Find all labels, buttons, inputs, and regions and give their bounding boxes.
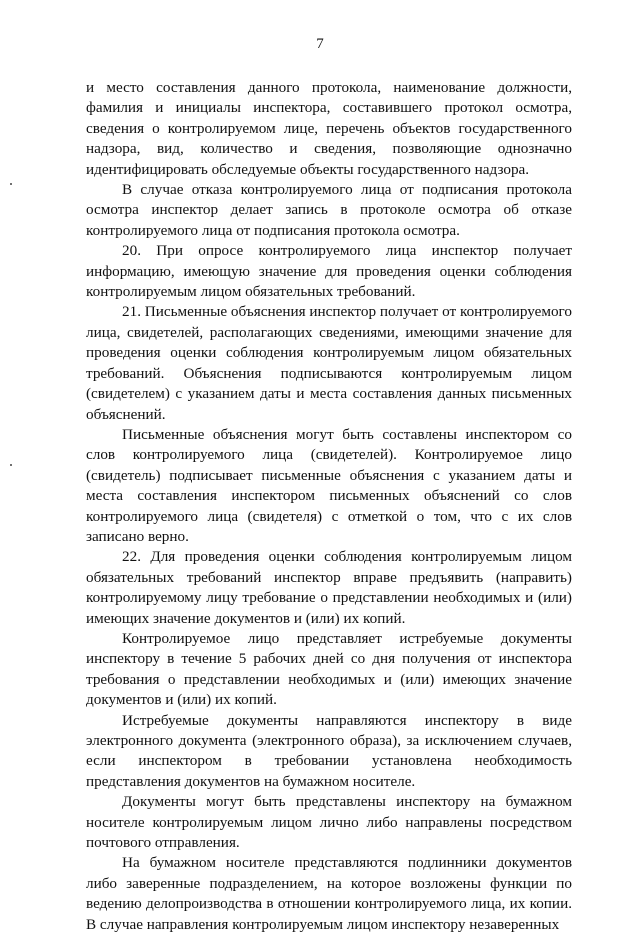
paragraph: и место составления данного протокола, наименование должности, фамилия и инициалы инспектора, составившего протокол осмотра, сведения о контролируемом лице, перечень объектов государственного надзора, вид, количество и сведения, позволяющие однозначно идентифицировать обследуемые объекты государственного надзора. [86, 79, 572, 178]
document-body [86, 78, 572, 935]
scan-artifact-dot [10, 464, 12, 466]
paragraph: Документы могут быть представлены инспектору на бумажном носителе контролируемым лицом лично либо направлены посредством почтового отправления. [86, 793, 572, 852]
paragraph: Контролируемое лицо представляет истребуемые документы инспектору в течение 5 рабочих дней со дня получения от инспектора требования о представлении необходимых и (или) имеющих значение документов и (или) их копий. [86, 629, 572, 709]
paragraph: Истребуемые документы направляются инспектору в виде электронного документа (электронного образа), за исключением случаев, если инспектором в требовании установлена необходимость представления документов на бумажном носителе. [86, 711, 572, 790]
paragraph: 21. Письменные объяснения инспектор получает от контролируемого лица, свидетелей, располагающих сведениями, имеющими значение для проведения оценки соблюдения контролируемым лицом обязательных требований. Объяснения подписываются контролируемым лицом (свидетелем) с указанием даты и места составления данных письменных объяснений. [86, 303, 572, 423]
paragraph: Письменные объяснения могут быть составлены инспектором со слов контролируемого лица (свидетелей). Контролируемое лицо (свидетель) подписывает письменные объяснения с указанием даты и места составления инспектором письменных объяснений со слов контролируемого лица (свидетеля) с отметкой о том, что с их слов записано верно. [86, 425, 572, 545]
page-number: 7 [316, 36, 324, 52]
paragraph: 20. При опросе контролируемого лица инспектор получает информацию, имеющую значение для проведения оценки соблюдения контролируемым лицом обязательных требований. [86, 242, 572, 301]
paragraph: В случае отказа контролируемого лица от подписания протокола осмотра инспектор делает запись в протоколе осмотра об отказе контролируемого лица от подписания протокола осмотра. [86, 181, 572, 239]
paragraph: На бумажном носителе представляются подлинники документов либо заверенные подразделением, на которое возложены функции по ведению делопроизводства в отношении контролируемого лица, их копии. В случае направления контролируемым лицом инспектору незаверенных [86, 854, 572, 933]
paragraph: 22. Для проведения оценки соблюдения контролируемым лицом обязательных требований инспектор вправе предъявить (направить) контролируемому лицу требование о представлении необходимых и (или) имеющих значение документов и (или) их копий. [86, 548, 572, 627]
scan-artifact-dot [10, 183, 12, 185]
